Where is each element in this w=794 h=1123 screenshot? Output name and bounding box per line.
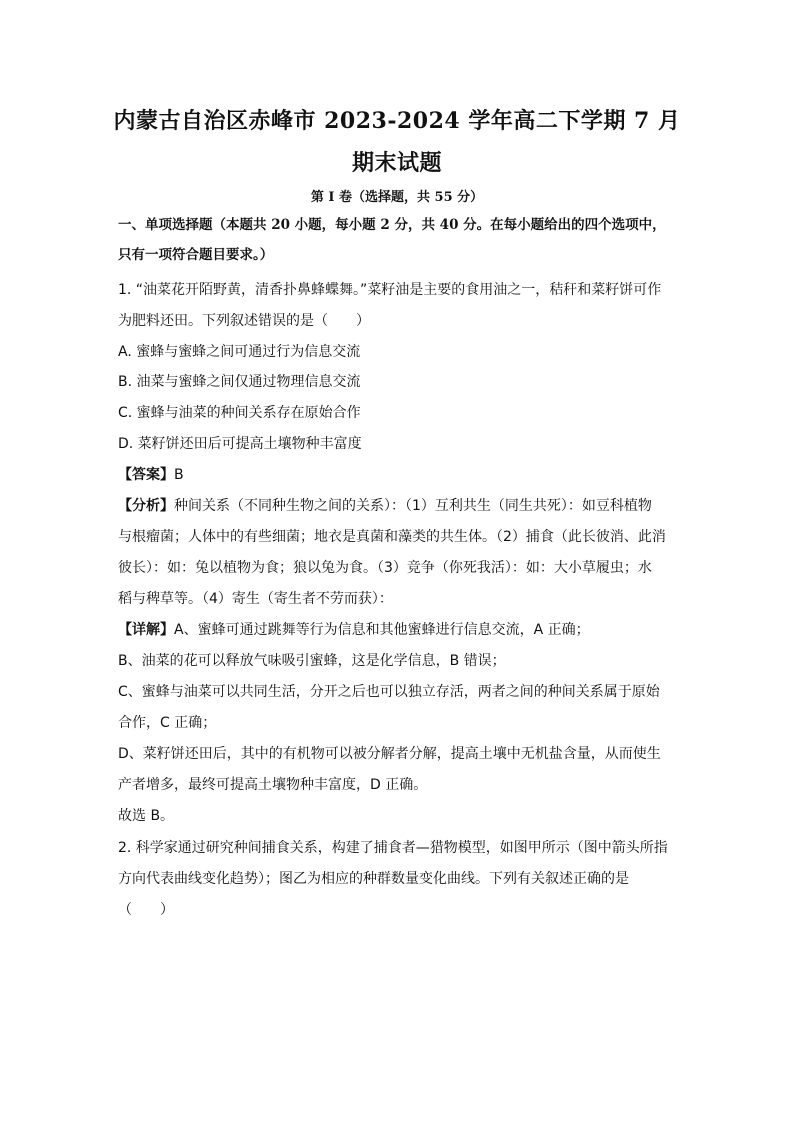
q1-detail-line1 (118, 620, 590, 640)
analysis-tag: 【分析】 (118, 498, 174, 514)
q1-option-d: D. 菜籽饼还田后可提高土壤物种丰富度 (118, 436, 362, 452)
q1-stem-line2: 为肥料还田。下列叙述错误的是（ ） (118, 313, 370, 329)
q1-analysis-line4: 稻与稗草等。（4）寄生（寄生者不劳而获）： (118, 591, 393, 607)
q1-detail-line2: B、油菜的花可以释放气味吸引蜜蜂，这是化学信息，B 错误； (118, 653, 506, 669)
detail-tag: 【详解】 (118, 622, 174, 638)
instructions-line2: 只有一项符合题目要求。） (118, 247, 274, 263)
q1-stem-line1: 1. “油菜花开陌野黄，清香扑鼻蜂蝶舞。”菜籽油是主要的食用油之一，秸秆和菜籽饼可作 (118, 282, 662, 298)
q1-option-c: C. 蜜蜂与油菜的种间关系存在原始合作 (118, 405, 361, 421)
q1-detail-line3: C、蜜蜂与油菜可以共同生活，分开之后也可以独立存活，两者之间的种间关系属于原始 (118, 684, 660, 700)
analysis-text-line1: 种间关系（不同种生物之间的关系）：（1）互利共生（同生共死）：如豆科植物 (174, 498, 652, 514)
q1-conclusion: 故选 B。 (118, 808, 175, 824)
q1-analysis-line1 (118, 496, 652, 516)
document-title-line1: 内蒙古自治区赤峰市 2023-2024 学年高二下学期 7 月 (113, 108, 681, 134)
q1-answer (118, 465, 184, 485)
q1-detail-line5: D、菜籽饼还田后，其中的有机物可以被分解者分解，提高土壤中无机盐含量，从而使生 (118, 746, 661, 762)
answer-value: B (174, 467, 184, 483)
detail-text-line1: A、蜜蜂可通过跳舞等行为信息和其他蜜蜂进行信息交流，A 正确； (174, 622, 590, 638)
q2-stem-line2: 方向代表曲线变化趋势）；图乙为相应的种群数量变化曲线。下列有关叙述正确的是 (118, 871, 629, 887)
q2-stem-line3: （ ） (118, 902, 174, 918)
instructions-line1: 一、单项选择题（本题共 20 小题，每小题 2 分，共 40 分。在每小题给出的四个选项中， (118, 217, 666, 233)
section-heading: 第 I 卷（选择题，共 55 分） (310, 190, 484, 205)
q1-option-a: A. 蜜蜂与蜜蜂之间可通过行为信息交流 (118, 344, 361, 360)
document-title-line2: 期末试题 (351, 150, 442, 176)
q1-analysis-line2: 与根瘤菌；人体中的有些细菌；地衣是真菌和藻类的共生体。（2）捕食（此长彼消、此消 (118, 529, 666, 545)
q2-stem-line1: 2. 科学家通过研究种间捕食关系，构建了捕食者—猎物模型，如图甲所示（图中箭头所指 (118, 840, 668, 856)
q1-option-b: B. 油菜与蜜蜂之间仅通过物理信息交流 (118, 374, 361, 390)
q1-detail-line4: 合作，C 正确； (118, 715, 217, 731)
q1-analysis-line3: 彼长）：如：兔以植物为食；狼以兔为食。（3）竞争（你死我活）：如：大小草履虫；水 (118, 560, 652, 576)
answer-tag: 【答案】 (118, 467, 174, 483)
q1-detail-line6: 产者增多，最终可提高土壤物种丰富度，D 正确。 (118, 777, 428, 793)
